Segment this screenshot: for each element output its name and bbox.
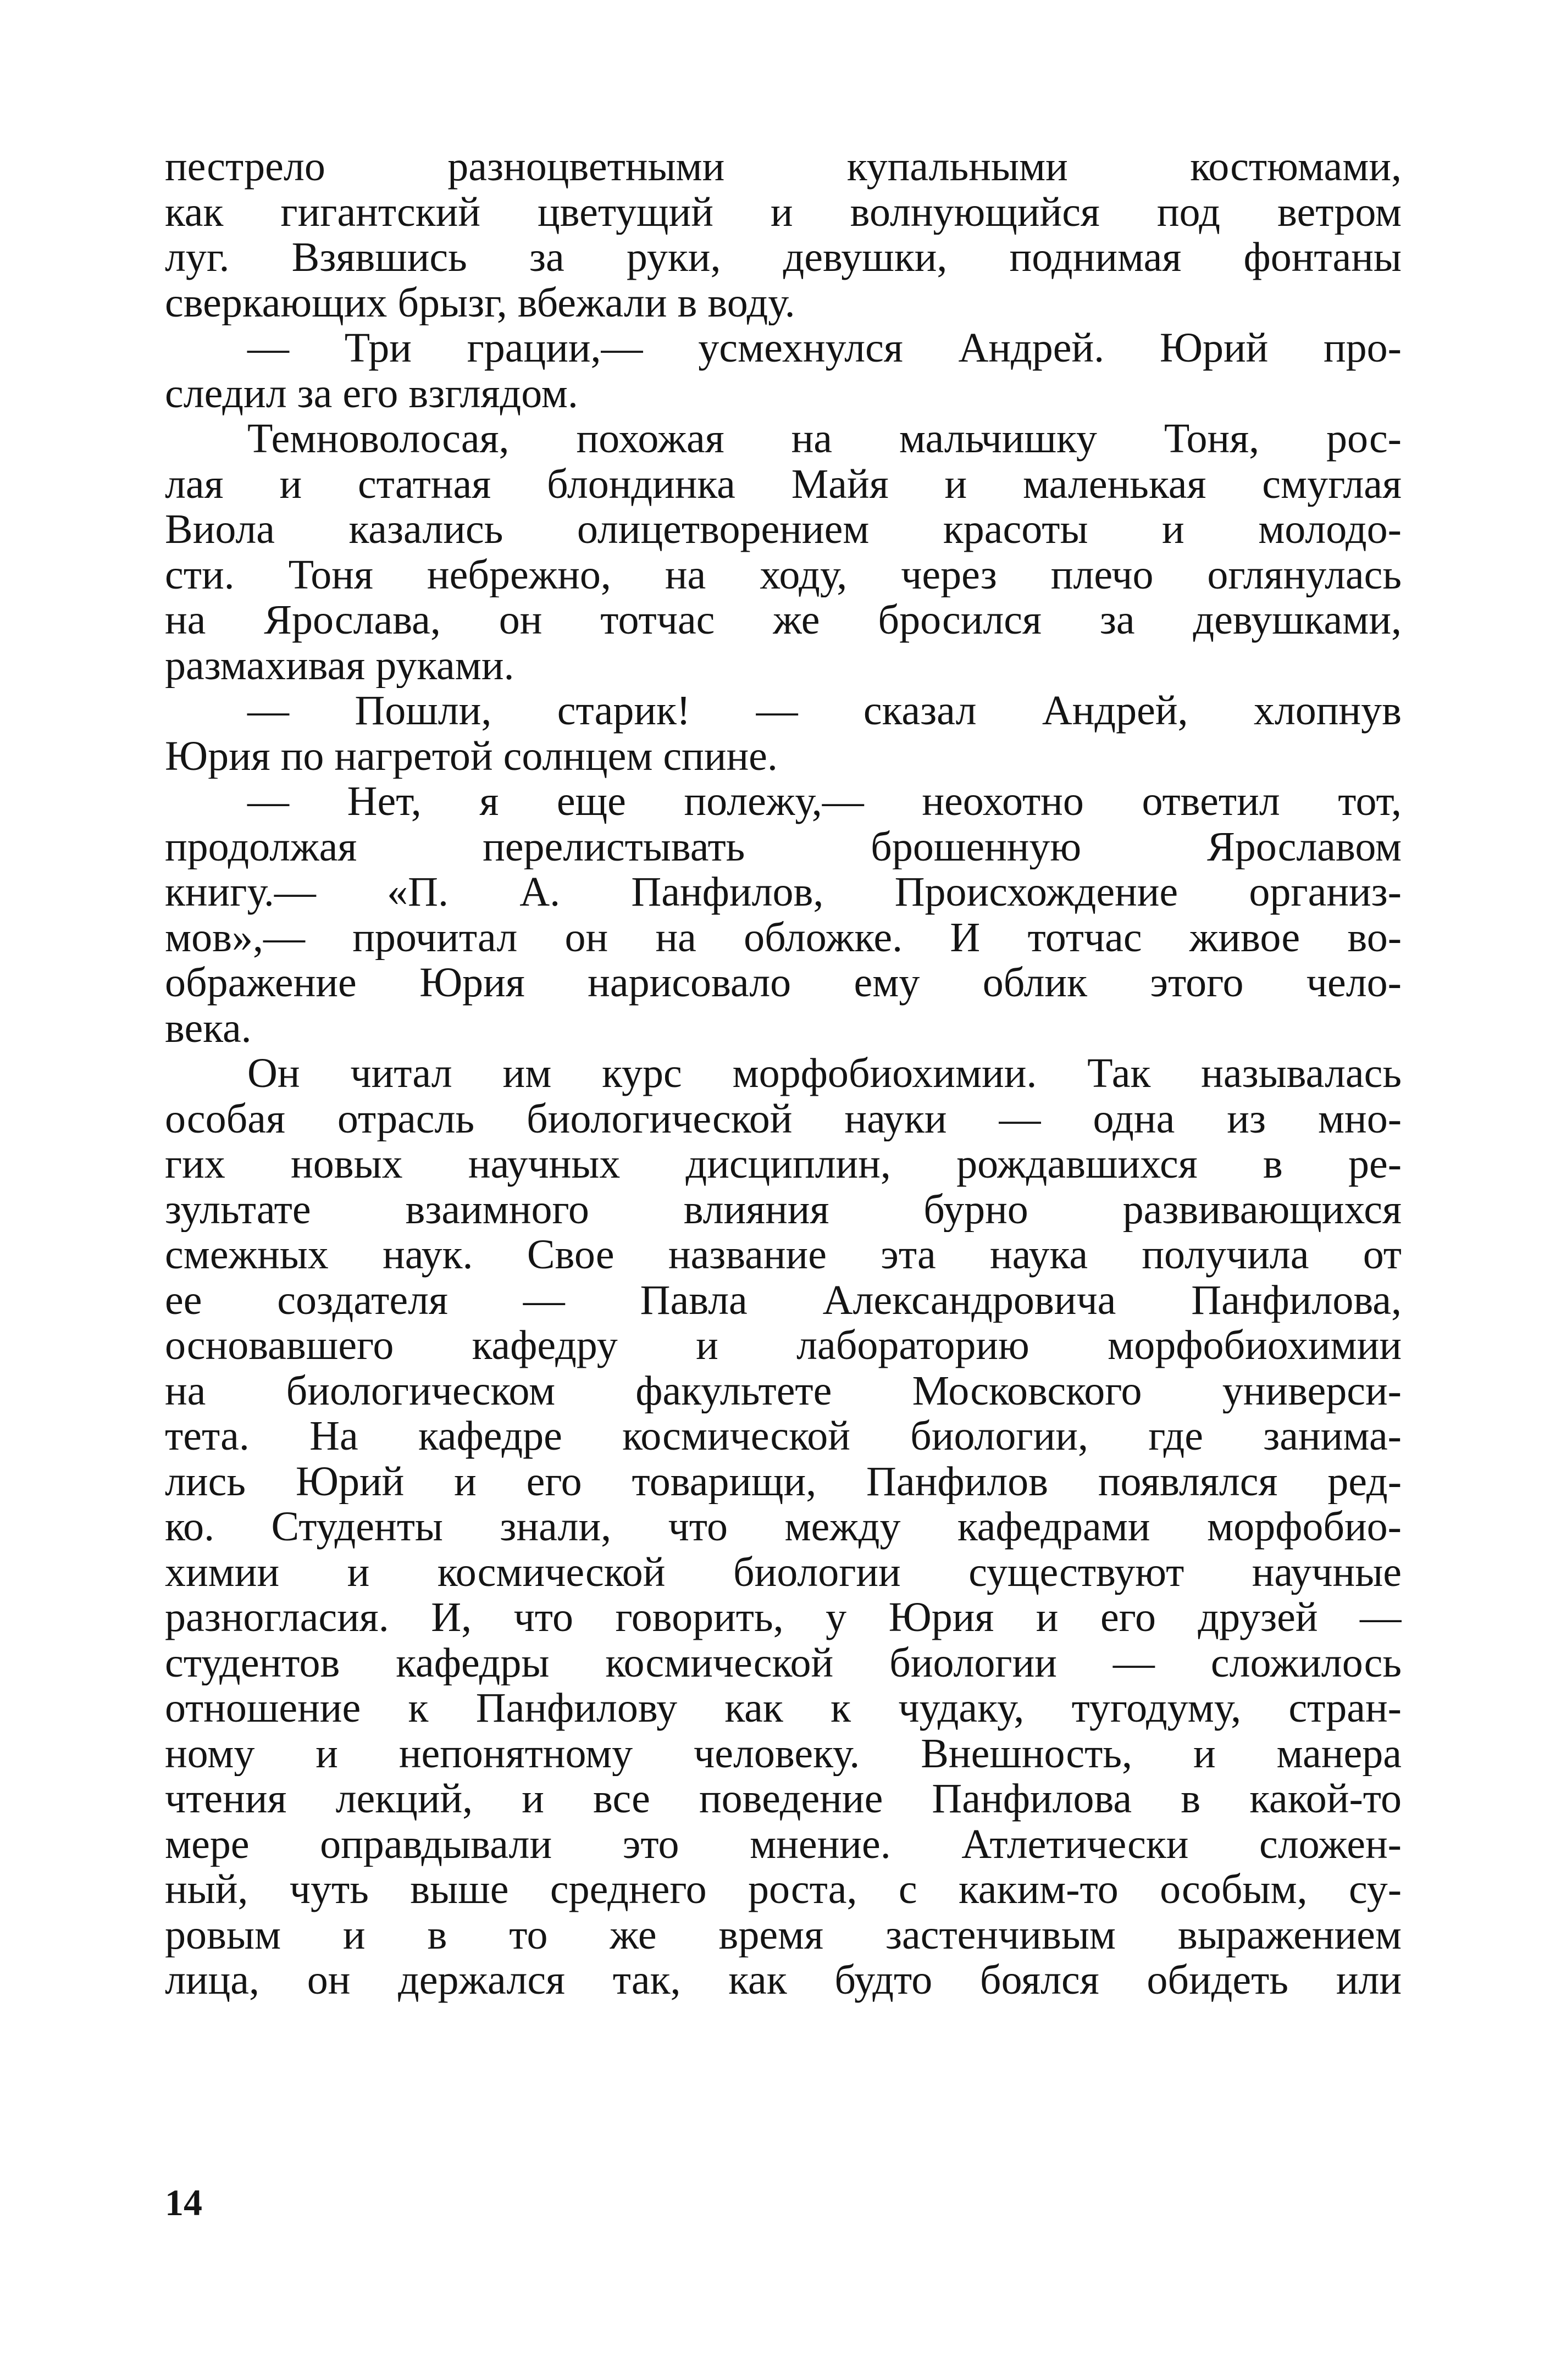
text-line: пестрело разноцветными купальными костюмами, — [165, 144, 1402, 190]
text-line: мов»,— прочитал он на обложке. И тотчас живое во- — [165, 914, 1402, 960]
text-line: Он читал им курс морфобиохимии. Так называлась — [247, 1051, 1402, 1096]
text-line: книгу.— «П. А. Панфилов, Происхождение организ- — [165, 869, 1402, 915]
text-line: как гигантский цветущий и волнующийся под ветром — [165, 189, 1402, 235]
text-line: ко. Студенты знали, что между кафедрами морфобио- — [165, 1504, 1402, 1550]
text-line: лись Юрий и его товарищи, Панфилов появлялся ред- — [165, 1458, 1402, 1504]
text-line: лица, он держался так, как будто боялся обидеть или — [165, 1957, 1402, 2003]
text-line: тета. На кафедре космической биологии, где занима- — [165, 1413, 1402, 1459]
text-line: века. — [165, 1005, 252, 1051]
text-line: — Нет, я еще полежу,— неохотно ответил тот, — [247, 779, 1402, 824]
text-line: сверкающих брызг, вбежали в воду. — [165, 280, 795, 325]
text-line: следил за его взглядом. — [165, 370, 578, 416]
text-line: ровым и в то же время застенчивым выражением — [165, 1912, 1402, 1957]
text-line: смежных наук. Свое название эта наука получила от — [165, 1232, 1402, 1278]
text-line: на Ярослава, он тотчас же бросился за девушками, — [165, 597, 1402, 643]
text-line: — Три грации,— усмехнулся Андрей. Юрий про- — [247, 325, 1402, 371]
text-line: ображение Юрия нарисовало ему облик этого чело- — [165, 960, 1402, 1006]
text-line: основавшего кафедру и лабораторию морфобиохимии — [165, 1323, 1402, 1368]
text-line: зультате взаимного влияния бурно развивающихся — [165, 1186, 1402, 1232]
text-line: ее создателя — Павла Александровича Панфилова, — [165, 1277, 1402, 1323]
text-line: ному и непонятному человеку. Внешность, и манера — [165, 1730, 1402, 1776]
text-line: — Пошли, старик! — сказал Андрей, хлопнув — [247, 688, 1402, 734]
text-line: лая и статная блондинка Майя и маленькая смуглая — [165, 461, 1402, 507]
text-line: студентов кафедры космической биологии — сложилось — [165, 1640, 1402, 1685]
text-line: Темноволосая, похожая на мальчишку Тоня, рос- — [247, 416, 1402, 462]
page-body-text — [165, 144, 1402, 2003]
text-line: луг. Взявшись за руки, девушки, поднимая фонтаны — [165, 235, 1402, 280]
text-line: сти. Тоня небрежно, на ходу, через плечо оглянулась — [165, 552, 1402, 597]
text-line: отношение к Панфилову как к чудаку, тугодуму, стран- — [165, 1685, 1402, 1731]
text-line: особая отрасль биологической науки — одна из мно- — [165, 1096, 1402, 1141]
text-line: на биологическом факультете Московского универси- — [165, 1368, 1402, 1413]
text-line: продолжая перелистывать брошенную Ярославом — [165, 824, 1402, 869]
text-line: чтения лекций, и все поведение Панфилова в какой-то — [165, 1776, 1402, 1822]
text-line: ный, чуть выше среднего роста, с каким-то особым, су- — [165, 1867, 1402, 1912]
text-line: мере оправдывали это мнение. Атлетически сложен- — [165, 1821, 1402, 1867]
page-number: 14 — [165, 2182, 202, 2223]
text-line: Виола казались олицетворением красоты и молодо- — [165, 507, 1402, 552]
text-line: размахивая руками. — [165, 642, 514, 688]
text-line: разногласия. И, что говорить, у Юрия и его друзей — — [165, 1595, 1402, 1640]
text-line: гих новых научных дисциплин, рождавшихся в ре- — [165, 1141, 1402, 1187]
text-line: Юрия по нагретой солнцем спине. — [165, 733, 778, 779]
text-line: химии и космической биологии существуют научные — [165, 1549, 1402, 1595]
